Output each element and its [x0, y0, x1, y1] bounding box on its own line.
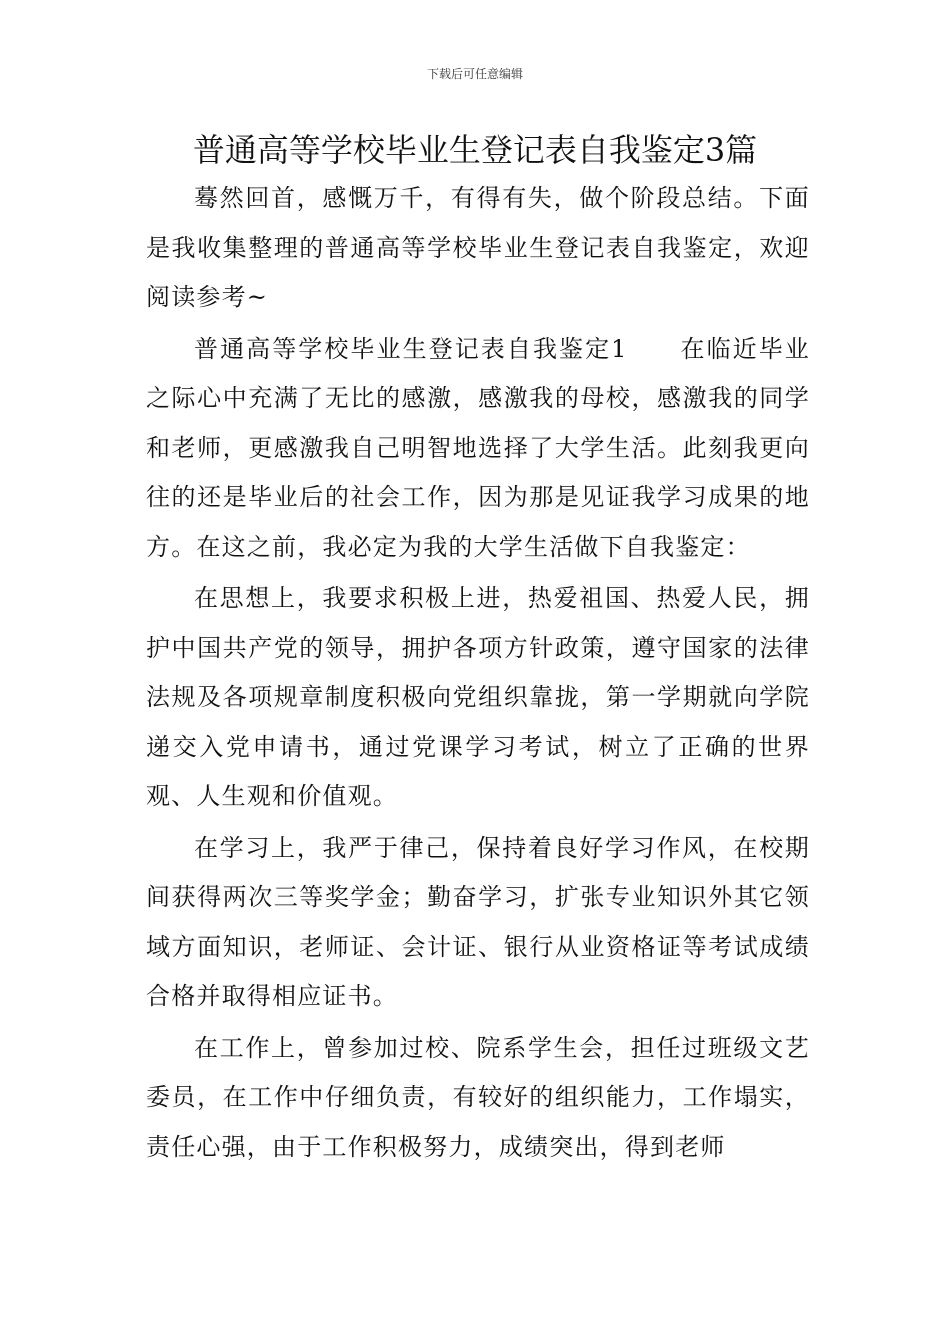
section-heading: 普通高等学校毕业生登记表自我鉴定1	[194, 334, 628, 363]
document-body	[146, 174, 810, 1174]
thought-paragraph: 在思想上，我要求积极上进，热爱祖国、热爱人民，拥护中国共产党的领导，拥护各项方针政策，遵守国家的法律法规及各项规章制度积极向党组织靠拢，第一学期就向学院递交入党申请书，通过党课学习考试，树立了正确的世界观、人生观和价值观。	[146, 584, 810, 810]
document-title: 普通高等学校毕业生登记表自我鉴定3篇	[192, 131, 758, 169]
header-note: 下载后可任意编辑	[426, 67, 523, 81]
section-1-text: 在临近毕业之际心中充满了无比的感激，感激我的母校，感激我的同学和老师，更感激我自己明智地选择了大学生活。此刻我更向往的还是毕业后的社会工作，因为那是见证我学习成果的地方。在这之前，我必定为我的大学生活做下自我鉴定：	[146, 334, 811, 561]
work-paragraph: 在工作上，曾参加过校、院系学生会，担任过班级文艺委员，在工作中仔细负责，有较好的组织能力，工作塌实，责任心强，由于工作积极努力，成绩突出，得到老师	[146, 1033, 810, 1161]
section-1-paragraph	[146, 325, 810, 573]
study-paragraph: 在学习上，我严于律己，保持着良好学习作风，在校期间获得两次三等奖学金；勤奋学习，扩张专业知识外其它领域方面知识，老师证、会计证、银行从业资格证等考试成绩合格并取得相应证书。	[146, 833, 810, 1010]
intro-paragraph: 蓦然回首，感慨万千，有得有失，做个阶段总结。下面是我收集整理的普通高等学校毕业生登记表自我鉴定，欢迎阅读参考~	[146, 184, 810, 311]
